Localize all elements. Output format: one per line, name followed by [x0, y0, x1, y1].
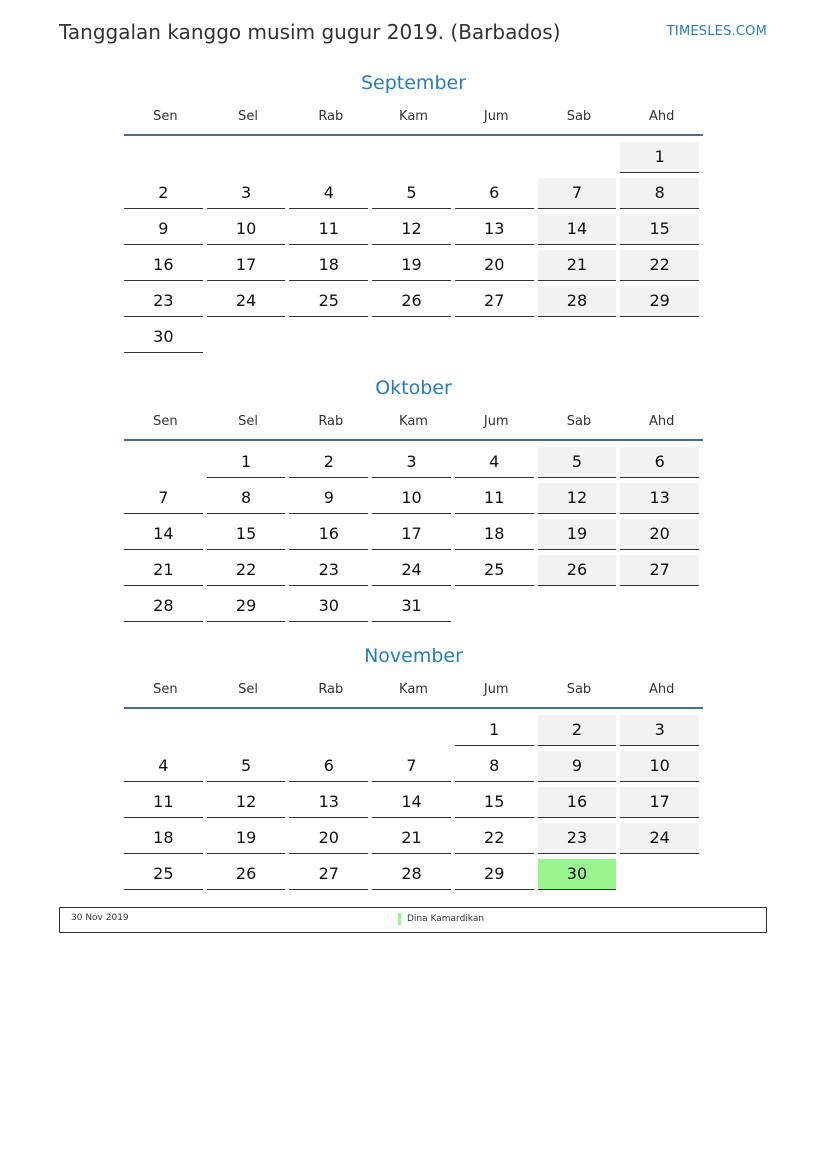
day-number[interactable]: 17 [372, 519, 451, 550]
day-cell [620, 517, 703, 553]
day-number[interactable]: 5 [372, 178, 451, 209]
weekday-label: Rab [318, 413, 344, 429]
month-title: September [360, 72, 467, 94]
day-cell [207, 176, 290, 212]
day-number[interactable]: 6 [289, 751, 368, 782]
day-number[interactable]: 24 [620, 823, 699, 854]
day-cell [289, 140, 372, 176]
day-number[interactable]: 23 [538, 823, 617, 854]
day-number[interactable]: 16 [289, 519, 368, 550]
weekday-label: Ahd [648, 413, 675, 429]
day-number[interactable]: 20 [620, 519, 699, 550]
day-cell [538, 857, 621, 893]
day-number[interactable]: 10 [620, 751, 699, 782]
day-number[interactable]: 18 [124, 823, 203, 854]
weekday-header [124, 671, 703, 709]
day-cell [289, 445, 372, 481]
day-cell [124, 320, 207, 356]
day-cell [207, 553, 290, 589]
day-number[interactable]: 28 [124, 591, 203, 622]
weekday-label: Kam [399, 108, 428, 124]
day-cell [372, 821, 455, 857]
day-number[interactable]: 23 [124, 286, 203, 317]
day-cell [207, 284, 290, 320]
day-number[interactable]: 16 [538, 787, 617, 818]
footer [59, 907, 767, 933]
day-number[interactable]: 16 [124, 250, 203, 281]
holiday-legend-label: Dina Kamardikan [407, 914, 485, 924]
day-number[interactable]: 18 [455, 519, 534, 550]
day-cell [372, 785, 455, 821]
day-number[interactable]: 21 [372, 823, 451, 854]
day-number[interactable]: 11 [455, 483, 534, 514]
day-number[interactable]: 7 [124, 483, 203, 514]
day-number[interactable]: 10 [372, 483, 451, 514]
week-row [124, 140, 703, 176]
day-number[interactable]: 24 [372, 555, 451, 586]
day-number[interactable]: 13 [289, 787, 368, 818]
day-cell [455, 553, 538, 589]
day-cell [289, 553, 372, 589]
day-cell [538, 713, 621, 749]
day-cell [372, 517, 455, 553]
weekday-label: Kam [399, 681, 428, 697]
day-number[interactable]: 25 [289, 286, 368, 317]
day-cell [538, 212, 621, 248]
day-number[interactable]: 20 [289, 823, 368, 854]
day-cell [289, 517, 372, 553]
day-cell [538, 481, 621, 517]
day-number[interactable]: 1 [455, 715, 534, 746]
day-cell [620, 857, 703, 893]
day-cell [207, 212, 290, 248]
day-cell [455, 749, 538, 785]
day-cell [289, 284, 372, 320]
day-cell [372, 284, 455, 320]
day-number[interactable]: 17 [620, 787, 699, 818]
weekday-label: Sen [153, 681, 178, 697]
day-number[interactable]: 4 [124, 751, 203, 782]
day-number[interactable]: 14 [538, 214, 617, 245]
day-cell [289, 176, 372, 212]
day-cell [620, 284, 703, 320]
day-cell [620, 553, 703, 589]
day-number[interactable]: 2 [289, 447, 368, 478]
week-row [124, 785, 703, 821]
week-row [124, 481, 703, 517]
weekday-label: Sab [566, 108, 592, 124]
day-cell [124, 445, 207, 481]
day-cell [455, 320, 538, 356]
day-number[interactable]: 12 [538, 483, 617, 514]
day-number[interactable]: 29 [455, 859, 534, 890]
day-cell [372, 445, 455, 481]
day-cell [289, 713, 372, 749]
week-row [124, 713, 703, 749]
weekday-header [124, 403, 703, 441]
day-number[interactable]: 21 [124, 555, 203, 586]
holiday-swatch [398, 913, 401, 925]
weeks-grid [124, 136, 703, 356]
day-cell [207, 713, 290, 749]
day-cell [124, 821, 207, 857]
day-cell [124, 713, 207, 749]
weekday-header [124, 98, 703, 136]
day-cell [538, 517, 621, 553]
day-number[interactable]: 7 [538, 178, 617, 209]
day-cell [124, 284, 207, 320]
month-oktober [124, 373, 703, 625]
day-number[interactable]: 13 [620, 483, 699, 514]
day-cell [455, 284, 538, 320]
day-number[interactable]: 18 [289, 250, 368, 281]
day-number[interactable]: 9 [124, 214, 203, 245]
day-cell [124, 481, 207, 517]
day-cell [207, 481, 290, 517]
day-number[interactable]: 19 [538, 519, 617, 550]
weekday-label: Ahd [648, 681, 675, 697]
day-number[interactable]: 22 [207, 555, 286, 586]
day-cell [372, 248, 455, 284]
day-number[interactable]: 8 [455, 751, 534, 782]
day-cell [455, 517, 538, 553]
day-cell [372, 320, 455, 356]
day-number[interactable]: 1 [207, 447, 286, 478]
day-number[interactable]: 2 [124, 178, 203, 209]
day-number[interactable]: 5 [207, 751, 286, 782]
day-cell [455, 713, 538, 749]
day-cell [620, 785, 703, 821]
week-row [124, 857, 703, 893]
day-cell [124, 749, 207, 785]
day-number[interactable]: 8 [207, 483, 286, 514]
weekday-label: Sel [238, 108, 259, 124]
day-number[interactable]: 22 [455, 823, 534, 854]
day-number[interactable]: 9 [538, 751, 617, 782]
day-cell [372, 749, 455, 785]
day-cell [372, 713, 455, 749]
day-number[interactable]: 15 [207, 519, 286, 550]
day-cell [620, 248, 703, 284]
day-number[interactable]: 6 [455, 178, 534, 209]
day-cell [538, 176, 621, 212]
day-cell [372, 857, 455, 893]
day-number[interactable]: 8 [620, 178, 699, 209]
day-number[interactable]: 31 [372, 591, 451, 622]
day-number[interactable]: 1 [620, 142, 699, 173]
weekday-label: Rab [318, 108, 344, 124]
day-number[interactable]: 3 [207, 178, 286, 209]
weekday-label: Rab [318, 681, 344, 697]
day-cell [372, 553, 455, 589]
day-number[interactable]: 19 [207, 823, 286, 854]
day-cell [455, 589, 538, 625]
weekday-label: Kam [399, 413, 428, 429]
day-number[interactable]: 15 [455, 787, 534, 818]
day-number[interactable]: 25 [455, 555, 534, 586]
week-row [124, 517, 703, 553]
day-cell [455, 212, 538, 248]
day-cell [538, 749, 621, 785]
day-number[interactable]: 17 [207, 250, 286, 281]
day-number[interactable]: 9 [289, 483, 368, 514]
day-cell [372, 212, 455, 248]
day-cell [538, 785, 621, 821]
day-number[interactable]: 29 [207, 591, 286, 622]
day-number[interactable]: 12 [207, 787, 286, 818]
day-cell [124, 517, 207, 553]
day-cell [538, 553, 621, 589]
day-number[interactable]: 22 [620, 250, 699, 281]
day-cell [124, 140, 207, 176]
day-cell [620, 140, 703, 176]
week-row [124, 248, 703, 284]
day-number[interactable]: 10 [207, 214, 286, 245]
footer-date: 30 Nov 2019 [71, 913, 129, 923]
day-cell [124, 857, 207, 893]
day-number[interactable]: 30 [289, 591, 368, 622]
day-cell [620, 176, 703, 212]
day-number[interactable]: 6 [620, 447, 699, 478]
day-cell [289, 821, 372, 857]
day-number[interactable]: 11 [124, 787, 203, 818]
weekday-label: Sel [238, 413, 259, 429]
day-number[interactable]: 27 [455, 286, 534, 317]
day-cell [124, 785, 207, 821]
day-cell [455, 140, 538, 176]
day-cell [455, 785, 538, 821]
weekday-label: Sen [153, 108, 178, 124]
day-number[interactable]: 15 [620, 214, 699, 245]
week-row [124, 589, 703, 625]
day-number[interactable]: 20 [455, 250, 534, 281]
page-title: Tanggalan kanggo musim gugur 2019. (Barbados) [59, 20, 561, 44]
day-cell [620, 320, 703, 356]
day-cell [620, 589, 703, 625]
day-cell [124, 212, 207, 248]
week-row [124, 821, 703, 857]
day-cell [207, 445, 290, 481]
day-cell [538, 589, 621, 625]
site-link[interactable]: TIMESLES.COM [666, 24, 767, 39]
month-title: Oktober [375, 377, 452, 399]
day-cell [372, 176, 455, 212]
day-cell [207, 248, 290, 284]
day-number[interactable]: 25 [124, 859, 203, 890]
day-number[interactable]: 13 [455, 214, 534, 245]
day-cell [289, 481, 372, 517]
day-cell [289, 248, 372, 284]
day-cell [124, 553, 207, 589]
day-cell [289, 589, 372, 625]
day-number[interactable]: 24 [207, 286, 286, 317]
day-cell [538, 821, 621, 857]
day-number[interactable]: 3 [372, 447, 451, 478]
day-number[interactable]: 26 [372, 286, 451, 317]
day-cell [372, 140, 455, 176]
day-number[interactable]: 28 [372, 859, 451, 890]
holiday-day[interactable]: 30 [538, 859, 617, 890]
day-cell [124, 248, 207, 284]
weekday-label: Jum [483, 413, 509, 429]
day-cell [207, 749, 290, 785]
day-number[interactable]: 21 [538, 250, 617, 281]
weeks-grid [124, 441, 703, 625]
weekday-label: Sen [153, 413, 178, 429]
weekday-label: Sel [238, 681, 259, 697]
day-number[interactable]: 30 [124, 322, 203, 353]
day-cell [620, 713, 703, 749]
day-number[interactable]: 27 [620, 555, 699, 586]
day-number[interactable]: 26 [207, 859, 286, 890]
week-row [124, 553, 703, 589]
day-cell [372, 589, 455, 625]
day-number[interactable]: 14 [124, 519, 203, 550]
day-cell [620, 481, 703, 517]
day-cell [538, 320, 621, 356]
day-cell [620, 749, 703, 785]
week-row [124, 176, 703, 212]
day-number[interactable]: 23 [289, 555, 368, 586]
month-november [124, 641, 703, 893]
day-cell [620, 821, 703, 857]
day-cell [538, 445, 621, 481]
day-cell [538, 140, 621, 176]
day-number[interactable]: 28 [538, 286, 617, 317]
day-cell [207, 821, 290, 857]
week-row [124, 212, 703, 248]
day-cell [124, 589, 207, 625]
day-cell [372, 481, 455, 517]
day-cell [620, 445, 703, 481]
weekday-label: Sab [566, 413, 592, 429]
day-cell [455, 176, 538, 212]
week-row [124, 445, 703, 481]
day-cell [207, 857, 290, 893]
weeks-grid [124, 709, 703, 893]
day-number[interactable]: 4 [455, 447, 534, 478]
week-row [124, 749, 703, 785]
day-cell [455, 857, 538, 893]
day-number[interactable]: 11 [289, 214, 368, 245]
week-row [124, 320, 703, 356]
day-cell [538, 248, 621, 284]
month-title: November [364, 645, 463, 667]
weekday-label: Sab [566, 681, 592, 697]
day-number[interactable]: 5 [538, 447, 617, 478]
day-cell [455, 445, 538, 481]
day-cell [207, 517, 290, 553]
weekday-label: Jum [483, 108, 509, 124]
week-row [124, 284, 703, 320]
day-number[interactable]: 12 [372, 214, 451, 245]
day-cell [207, 785, 290, 821]
day-cell [289, 785, 372, 821]
weekday-label: Ahd [648, 108, 675, 124]
holiday-legend [398, 912, 484, 926]
day-number[interactable]: 26 [538, 555, 617, 586]
day-cell [455, 481, 538, 517]
day-number[interactable]: 19 [372, 250, 451, 281]
day-number[interactable]: 3 [620, 715, 699, 746]
day-cell [124, 176, 207, 212]
day-cell [289, 212, 372, 248]
day-number[interactable]: 14 [372, 787, 451, 818]
day-number[interactable]: 2 [538, 715, 617, 746]
day-cell [207, 589, 290, 625]
day-number[interactable]: 7 [372, 751, 451, 782]
day-cell [538, 284, 621, 320]
day-number[interactable]: 29 [620, 286, 699, 317]
day-number[interactable]: 27 [289, 859, 368, 890]
day-cell [289, 320, 372, 356]
day-cell [207, 140, 290, 176]
day-cell [289, 857, 372, 893]
month-september [124, 68, 703, 356]
day-cell [289, 749, 372, 785]
day-number[interactable]: 4 [289, 178, 368, 209]
day-cell [455, 248, 538, 284]
day-cell [207, 320, 290, 356]
day-cell [620, 212, 703, 248]
day-cell [455, 821, 538, 857]
weekday-label: Jum [483, 681, 509, 697]
